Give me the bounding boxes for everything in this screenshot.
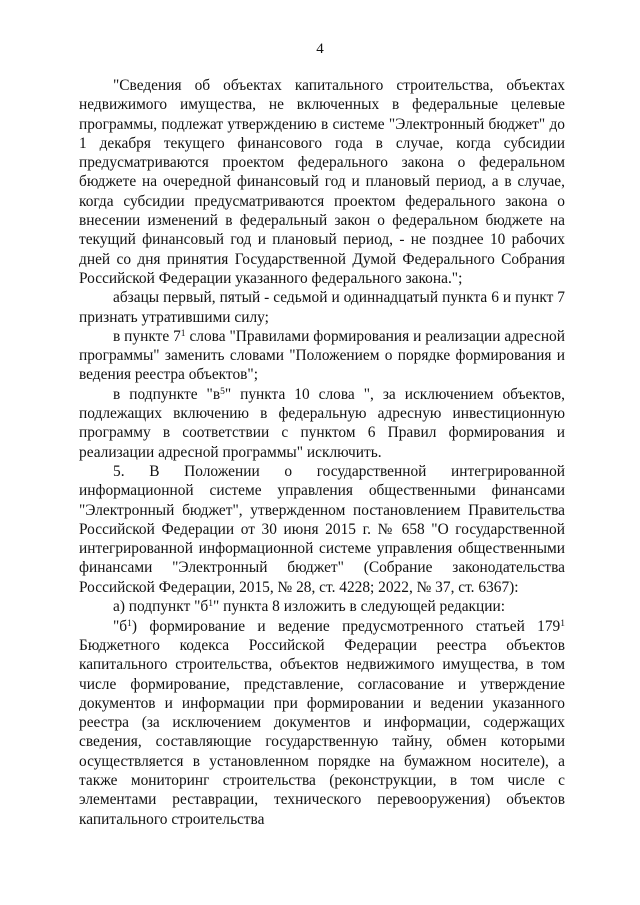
paragraph-text: а) подпункт "б: [113, 598, 209, 616]
superscript: 1: [127, 618, 132, 629]
paragraph-text: в подпункте "в: [113, 385, 221, 403]
paragraph-text: " пункта 8 изложить в следующей редакции:: [213, 598, 505, 616]
document-body: [79, 76, 565, 829]
paragraph-subpoint-a: [79, 597, 565, 616]
superscript: 1: [560, 618, 565, 629]
superscript: 1: [208, 599, 214, 610]
superscript: 5: [220, 386, 225, 397]
paragraph-text: "б: [113, 617, 128, 635]
paragraph-text: Бюджетного кодекса Российской Федерации реестра объектов капитального строительства, объектов недвижимого имущества, в том числе формирование, представление, согласование и утверждение документов и информации при формировании и ведении указанного реестра (за исключением документов и информации, содержащих сведения, составляющие государственную тайну, обмен которыми осуществляется в установленном порядке на бумажном носителе), а также мониторинг строительства (реконструкции, в том числе с элементами реставрации, технического перевооружения) объектов капитального строительства: [79, 637, 565, 828]
paragraph-text: в пункте 7: [113, 327, 181, 345]
paragraph-quoted-info: "Сведения об объектах капитального строительства, объектах недвижимого имущества, не включенных в федеральные целевые программы, подлежат утверждению в системе "Электронный бюджет" до 1 декабря текущего финансового года в случае, когда субсидии предусматриваются проектом федерального закона о федеральном бюджете на очередной финансовый год и плановый период, а в случае, когда субсидии предусматриваются проектом федерального закона о внесении изменений в федеральный закон о федеральном бюджете на текущий финансовый год и плановый период, - не позднее 10 рабочих дней со дня принятия Государственной Думой Федерального Собрания Российской Федерации указанного федерального закона.";: [79, 77, 565, 287]
paragraph-new-wording: [79, 617, 565, 829]
paragraph-point-7-1: [79, 327, 565, 385]
paragraph-section-5: 5. В Положении о государственной интегрированной информационной системе управления общественными финансами "Электронный бюджет", утвержденном постановлением Правительства Российской Федерации от 30 июня 2015 г. № 658 "О государственной интегрированной информационной системе управления общественными финансами "Электронный бюджет" (Собрание законодательства Российской Федерации, 2015, № 28, ст. 4228; 2022, № 37, ст. 6367):: [79, 462, 565, 596]
paragraph-text: ) формирование и ведение предусмотренного статьей 179: [131, 617, 561, 635]
paragraph-text: " пункта 10 слова ", за исключением объектов, подлежащих включению в федеральную адресную инвестиционную программу в соответствии с пунктом 6 Правил формирования и реализации адресной программы" исключить.: [79, 385, 565, 461]
superscript: 1: [180, 328, 186, 339]
paragraph-point-10: [79, 385, 565, 462]
paragraph-repealed-clauses: абзацы первый, пятый - седьмой и одиннадцатый пункта 6 и пункт 7 признать утратившими силу;: [79, 289, 565, 326]
page-number: 4: [316, 41, 324, 57]
paragraph-text: слова "Правилами формирования и реализации адресной программы" заменить словами "Положением о порядке формирования и ведения реестра объектов";: [79, 327, 565, 384]
